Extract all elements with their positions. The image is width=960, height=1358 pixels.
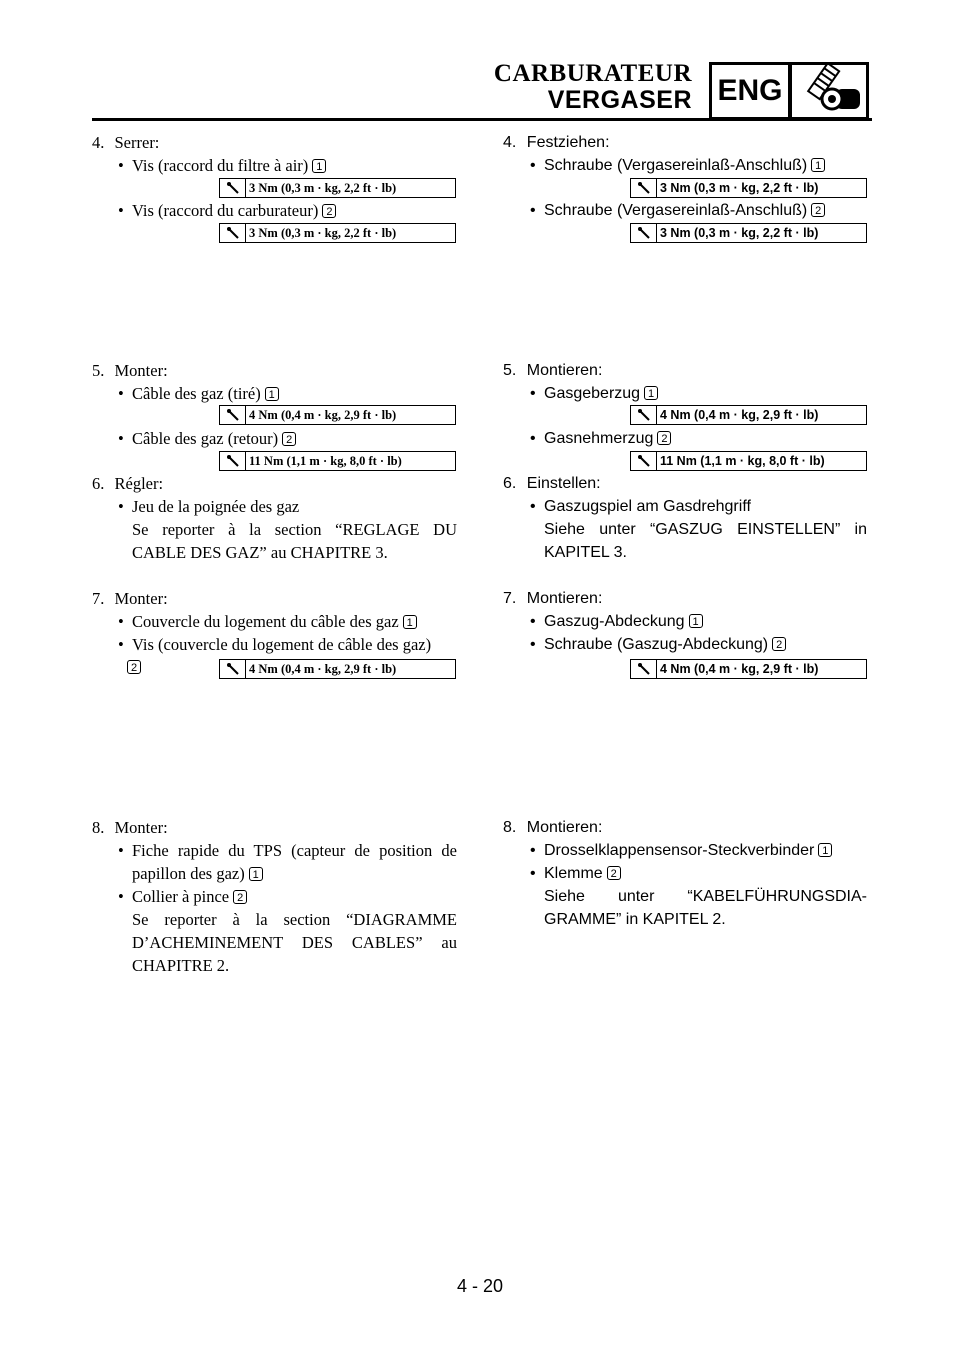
fr-s6-ref-line-1: Se reporter à la section “REGLAGE DU — [132, 520, 457, 539]
torque-value: 11 Nm (1,1 m · kg, 8,0 ft · lb) — [249, 453, 402, 468]
step-number: 7. — [503, 590, 517, 607]
section-title-fr: CARBURATEUR — [493, 60, 692, 87]
de-s8-ref-line-1: Siehe unter “KABELFÜHRUNGSDIA- — [544, 888, 867, 905]
callout-1: 1 — [265, 387, 279, 401]
step-heading: Régler: — [114, 474, 164, 493]
fr-step-4 — [92, 132, 159, 154]
step-number: 8. — [503, 819, 517, 836]
de-step-7 — [503, 588, 602, 610]
de-s4-torque-1 — [630, 178, 867, 198]
de-s5-item-2 — [544, 428, 671, 450]
fr-s4-item-2 — [132, 200, 336, 222]
wrench-icon — [631, 452, 657, 470]
item-text: Collier à pince — [132, 887, 230, 906]
callout-1: 1 — [249, 867, 263, 881]
callout-1: 1 — [689, 614, 703, 628]
callout-1: 1 — [818, 843, 832, 857]
callout-2: 2 — [322, 204, 336, 218]
de-s5-item-1 — [544, 383, 658, 405]
item-text: papillon des gaz) — [132, 864, 245, 883]
fr-s4-torque-1 — [219, 178, 456, 198]
step-number: 6. — [503, 475, 517, 492]
fr-s7-callout-2 — [127, 659, 141, 677]
callout-2: 2 — [772, 637, 786, 651]
item-text: Gasgeberzug — [544, 385, 641, 402]
torque-value: 4 Nm (0,4 m · kg, 2,9 ft · lb) — [249, 661, 397, 676]
step-heading: Montieren: — [526, 362, 603, 379]
fr-s8-item-1-line-1: • Fiche rapide du TPS (capteur de position de — [132, 840, 457, 862]
fr-step-8 — [92, 817, 168, 839]
step-number: 5. — [92, 361, 105, 380]
item-text: Schraube (Vergasereinlaß-Anschluß) — [544, 202, 808, 219]
de-s7-item-1 — [544, 611, 703, 633]
torque-value: 4 Nm (0,4 m · kg, 2,9 ft · lb) — [249, 407, 397, 422]
callout-1: 1 — [644, 386, 658, 400]
item-text: Vis (raccord du filtre à air) — [132, 156, 309, 175]
step-heading: Monter: — [114, 818, 168, 837]
de-step-4 — [503, 132, 610, 154]
step-heading: Serrer: — [114, 133, 160, 152]
fr-step-7 — [92, 588, 168, 610]
callout-1: 1 — [811, 158, 825, 172]
de-s5-torque-2 — [630, 451, 867, 471]
fr-s6-ref-line-2: CABLE DES GAZ” au CHAPITRE 3. — [132, 543, 388, 562]
fr-s5-torque-1 — [219, 405, 456, 425]
de-s6-item-1: • Gaszugspiel am Gasdrehgriff — [544, 496, 751, 518]
callout-1: 1 — [312, 159, 326, 173]
step-number: 5. — [503, 362, 517, 379]
de-s4-item-1 — [544, 155, 825, 177]
step-number: 7. — [92, 589, 105, 608]
de-s8-ref-line-2: GRAMME” in KAPITEL 2. — [544, 911, 726, 928]
de-s6-ref-line-1: Siehe unter “GASZUG EINSTELLEN” in — [544, 521, 867, 538]
item-text: Drosselklappensensor-Steckverbinder — [544, 842, 815, 859]
carburetor-adjust-icon — [789, 62, 869, 120]
torque-value: 3 Nm (0,3 m · kg, 2,2 ft · lb) — [660, 181, 819, 195]
torque-value: 3 Nm (0,3 m · kg, 2,2 ft · lb) — [660, 226, 819, 240]
callout-2: 2 — [811, 203, 825, 217]
fr-s8-item-2 — [132, 886, 247, 908]
de-step-5 — [503, 360, 602, 382]
section-title-de: VERGASER — [547, 86, 692, 114]
torque-value: 3 Nm (0,3 m · kg, 2,2 ft · lb) — [249, 180, 397, 195]
step-heading: Festziehen: — [526, 134, 610, 151]
step-heading: Einstellen: — [526, 475, 601, 492]
page-number: 4 - 20 — [456, 1276, 504, 1296]
fr-s6-item-1: • Jeu de la poignée des gaz — [132, 496, 299, 518]
torque-value: 3 Nm (0,3 m · kg, 2,2 ft · lb) — [249, 225, 397, 240]
fr-s8-item-1-line-2 — [132, 863, 263, 885]
fr-s8-ref-line-1: Se reporter à la section “DIAGRAMME — [132, 910, 457, 929]
de-step-8 — [503, 817, 602, 839]
step-number: 8. — [92, 818, 105, 837]
fr-s5-item-2 — [132, 428, 296, 450]
item-text: Couvercle du logement du câble des gaz — [132, 612, 399, 631]
item-text: Vis (raccord du carburateur) — [132, 201, 319, 220]
fr-s4-item-1 — [132, 155, 326, 177]
de-s7-torque-1 — [630, 659, 867, 679]
fr-s5-item-1 — [132, 383, 279, 405]
step-number: 4. — [92, 133, 105, 152]
step-heading: Monter: — [114, 361, 168, 380]
callout-2: 2 — [282, 432, 296, 446]
callout-2: 2 — [233, 890, 247, 904]
fr-s7-torque-1 — [219, 659, 456, 679]
fr-s7-item-1 — [132, 611, 417, 633]
eng-badge: ENG — [709, 62, 791, 120]
wrench-icon — [631, 179, 657, 197]
torque-value: 4 Nm (0,4 m · kg, 2,9 ft · lb) — [660, 662, 819, 676]
de-s5-torque-1 — [630, 405, 867, 425]
item-text: Klemme — [544, 865, 603, 882]
item-text: Gasnehmerzug — [544, 430, 654, 447]
item-text: Schraube (Vergasereinlaß-Anschluß) — [544, 157, 808, 174]
step-number: 4. — [503, 134, 517, 151]
wrench-icon — [220, 452, 246, 470]
item-text: Câble des gaz (tiré) — [132, 384, 261, 403]
wrench-icon — [631, 224, 657, 242]
wrench-icon — [220, 406, 246, 424]
fr-step-6 — [92, 473, 163, 495]
fr-s7-item-2: • Vis (couvercle du logement de câble des gaz) — [132, 634, 431, 656]
callout-2: 2 — [127, 660, 141, 674]
callout-2: 2 — [607, 866, 621, 880]
de-s8-item-2 — [544, 863, 621, 885]
callout-2: 2 — [657, 431, 671, 445]
wrench-icon — [220, 224, 246, 242]
de-step-6 — [503, 473, 601, 495]
torque-value: 11 Nm (1,1 m · kg, 8,0 ft · lb) — [660, 454, 825, 468]
wrench-icon — [220, 179, 246, 197]
torque-value: 4 Nm (0,4 m · kg, 2,9 ft · lb) — [660, 408, 819, 422]
de-s6-ref-line-2: KAPITEL 3. — [544, 544, 627, 561]
de-s4-torque-2 — [630, 223, 867, 243]
fr-s8-ref-line-3: CHAPITRE 2. — [132, 956, 230, 975]
step-heading: Monter: — [114, 589, 168, 608]
wrench-icon — [631, 660, 657, 678]
wrench-icon — [631, 406, 657, 424]
step-heading: Montieren: — [526, 819, 603, 836]
step-heading: Montieren: — [526, 590, 603, 607]
de-s4-item-2 — [544, 200, 825, 222]
de-s7-item-2 — [544, 634, 786, 656]
step-number: 6. — [92, 474, 105, 493]
item-text: Schraube (Gaszug-Abdeckung) — [544, 636, 769, 653]
de-s8-item-1 — [544, 840, 832, 862]
fr-s5-torque-2 — [219, 451, 456, 471]
fr-step-5 — [92, 360, 168, 382]
callout-1: 1 — [403, 615, 417, 629]
fr-s8-ref-line-2: D’ACHEMINEMENT DES CABLES” au — [132, 933, 457, 952]
item-text: Gaszug-Abdeckung — [544, 613, 685, 630]
fr-s4-torque-2 — [219, 223, 456, 243]
item-text: Câble des gaz (retour) — [132, 429, 279, 448]
wrench-icon — [220, 660, 246, 678]
